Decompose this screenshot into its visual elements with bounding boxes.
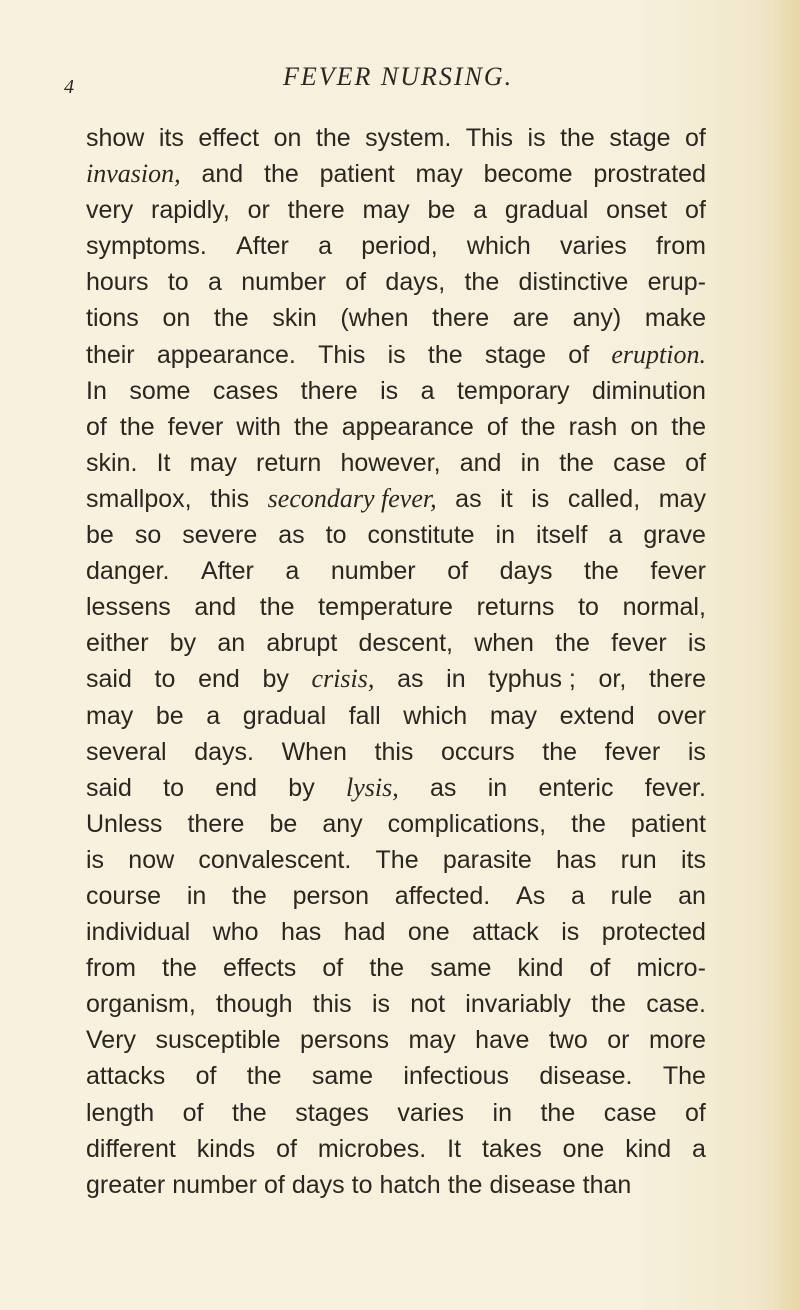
word: in [520, 448, 541, 477]
word: The [662, 1062, 706, 1091]
text-line [86, 264, 706, 300]
word: be [269, 809, 298, 838]
word: attacks [86, 1062, 166, 1091]
word: there [287, 196, 345, 225]
word: period, [361, 232, 438, 261]
word: very [86, 196, 134, 225]
word: microbes. [317, 1134, 427, 1163]
word: the [213, 304, 249, 333]
text-line [86, 192, 706, 228]
word: of [182, 1098, 204, 1127]
text-line [86, 698, 706, 734]
word: by [169, 629, 197, 658]
word: case. [646, 990, 706, 1019]
word: have [475, 1026, 530, 1055]
word: itself [536, 521, 588, 550]
text-line [86, 337, 706, 373]
word: may [658, 484, 706, 513]
word: stages [295, 1098, 369, 1127]
word: After [236, 232, 289, 261]
word: rash [568, 412, 618, 441]
word: the [264, 160, 299, 189]
word: an [678, 881, 706, 910]
word: is [86, 845, 105, 874]
word: the [559, 448, 594, 477]
word: as [278, 521, 305, 550]
word: the [555, 629, 590, 658]
word: is [387, 340, 406, 369]
word: is [527, 124, 546, 152]
word: to [167, 268, 189, 297]
word: on [273, 124, 302, 152]
word: person [292, 881, 370, 910]
word: lessens [86, 593, 171, 622]
word: is [561, 918, 580, 947]
word: of [685, 448, 706, 477]
text-line [86, 1022, 706, 1058]
word: return [256, 448, 322, 477]
word: the [464, 268, 500, 297]
word: invariably [465, 990, 571, 1019]
text-line [86, 517, 706, 553]
word: the [584, 557, 619, 586]
word: number [330, 557, 416, 586]
word: now [128, 845, 175, 874]
word: occurs [441, 737, 515, 766]
word: and [201, 160, 244, 189]
word: the [315, 124, 351, 152]
word: of [685, 1098, 706, 1127]
word: temperature [318, 593, 453, 622]
text-line [86, 589, 706, 625]
page-number: 4 [64, 76, 74, 98]
text-line [86, 228, 706, 264]
word: the [293, 412, 329, 441]
word: fever [650, 557, 706, 586]
text-line [86, 950, 706, 986]
word: of [447, 557, 469, 586]
word: over [657, 701, 706, 730]
word: the [427, 340, 463, 369]
word: of [685, 124, 706, 152]
italic-word: crisis, [311, 664, 375, 694]
word: returns [476, 593, 555, 622]
word: same [430, 954, 492, 983]
word: which [466, 232, 531, 261]
word: may [86, 701, 134, 730]
word: there [300, 376, 358, 405]
word: extend [559, 701, 635, 730]
word: one [407, 918, 450, 947]
word: greater [86, 1170, 166, 1199]
word: varies [560, 232, 627, 261]
word: one [562, 1134, 605, 1163]
word: may [489, 701, 538, 730]
word: length [86, 1098, 155, 1127]
word: run [620, 845, 657, 874]
word: make [644, 304, 706, 333]
word: end [215, 773, 258, 802]
word: of [86, 412, 107, 441]
word: prostrated [593, 160, 706, 189]
word: the [542, 737, 578, 766]
word: or [607, 1026, 630, 1055]
word: of [322, 954, 344, 983]
text-line [86, 986, 706, 1022]
word: fever [167, 412, 224, 441]
word: is [371, 990, 390, 1019]
text-line [86, 1095, 706, 1131]
word: which [403, 701, 468, 730]
word: and [459, 448, 502, 477]
word: the [369, 954, 405, 983]
text-line [86, 156, 706, 192]
page-edge-shading [774, 0, 800, 1310]
word: It [447, 1134, 462, 1163]
word: gradual [242, 701, 327, 730]
word: show [86, 124, 145, 152]
text-line [86, 734, 706, 770]
running-head: FEVER NURSING. [283, 62, 514, 91]
word: a [473, 196, 488, 225]
text-line [86, 553, 706, 589]
word: be [427, 196, 456, 225]
word: to [163, 773, 185, 802]
word: more [648, 1026, 706, 1055]
word: the [119, 412, 155, 441]
word: is [531, 484, 550, 513]
italic-word: secondary fever, [267, 483, 437, 513]
word: called, [567, 484, 641, 513]
word: the [232, 881, 267, 910]
text-line [86, 373, 706, 409]
word: skin. [86, 448, 138, 477]
word: enteric [538, 773, 614, 802]
word: patient [319, 160, 395, 189]
word: two [548, 1026, 588, 1055]
body-text [86, 120, 706, 1203]
word: disease. [539, 1062, 633, 1091]
word: a [692, 1134, 706, 1163]
word: course [86, 881, 162, 910]
word: in [492, 1098, 512, 1127]
word: the [162, 954, 197, 983]
word: erup- [647, 268, 706, 297]
text-line [86, 625, 706, 661]
word: rule [610, 881, 653, 910]
text-line [86, 878, 706, 914]
word: on [162, 304, 191, 333]
word: this [374, 737, 414, 766]
word: cases [212, 376, 279, 405]
word: to [325, 521, 347, 550]
word: descent, [358, 629, 453, 658]
text-line [86, 1167, 706, 1203]
word: this [312, 990, 352, 1019]
word: and [194, 593, 237, 622]
word: In [86, 376, 107, 405]
word: case [613, 448, 666, 477]
word: may [415, 160, 463, 189]
word: fever. [644, 773, 706, 802]
word: kind [517, 954, 564, 983]
word: the [591, 990, 626, 1019]
word: attack [472, 918, 539, 947]
word: same [311, 1062, 374, 1091]
word: of [276, 1134, 297, 1163]
word: there [648, 665, 706, 694]
word: As [516, 881, 546, 910]
word: in [495, 521, 516, 550]
word: there [187, 809, 245, 838]
word: the [231, 1098, 267, 1127]
word: tions [86, 304, 139, 333]
italic-word: eruption. [611, 339, 706, 369]
word: days [499, 557, 553, 586]
word: with [236, 412, 281, 441]
word: days, [385, 268, 446, 297]
word: takes [481, 1134, 542, 1163]
word: skin [272, 304, 317, 333]
word: to [351, 1170, 373, 1199]
word: though [216, 990, 293, 1019]
word: from [86, 954, 136, 983]
word: hours [86, 268, 149, 297]
word: symptoms. [86, 232, 207, 261]
word: typhus ; [488, 665, 576, 694]
word: of [685, 196, 706, 225]
word: kind [625, 1134, 672, 1163]
word: number [241, 268, 326, 297]
word: of [195, 1062, 217, 1091]
word: individual [86, 918, 191, 947]
word: are [512, 304, 549, 333]
word: when [474, 629, 534, 658]
word: who [212, 918, 259, 947]
word: patient [630, 809, 706, 838]
word: varies [397, 1098, 465, 1127]
text-line [86, 914, 706, 950]
word: fever [604, 737, 661, 766]
word: there [432, 304, 490, 333]
word: said [86, 665, 132, 694]
word: is [687, 737, 706, 766]
word: grave [643, 521, 706, 550]
word: or [247, 196, 270, 225]
word: any [322, 809, 363, 838]
word: the [671, 412, 706, 441]
word: persons [300, 1026, 389, 1055]
word: organism, [86, 990, 196, 1019]
word: onset [606, 196, 668, 225]
word: had [343, 918, 386, 947]
word: severe [182, 521, 258, 550]
text-line [86, 409, 706, 445]
word: effects [223, 954, 297, 983]
word: This [318, 340, 366, 369]
word: may [362, 196, 410, 225]
word: appearance [341, 412, 474, 441]
word: the [520, 412, 556, 441]
word: to [154, 665, 176, 694]
italic-word: lysis, [345, 772, 399, 802]
text-line [86, 806, 706, 842]
word: micro- [636, 954, 706, 983]
word: days. [194, 737, 254, 766]
word: convalescent. [198, 845, 352, 874]
word: (when [340, 304, 409, 333]
word: danger. [86, 557, 170, 586]
word: not [410, 990, 446, 1019]
word: is [687, 629, 706, 658]
word: has [556, 845, 597, 874]
text-line [86, 661, 706, 697]
word: to [578, 593, 599, 622]
word: infectious [403, 1062, 510, 1091]
text-line [86, 1131, 706, 1167]
word: a [570, 881, 585, 910]
word: kinds [196, 1134, 256, 1163]
word: affected. [394, 881, 491, 910]
word: as [455, 484, 482, 513]
word: protected [601, 918, 706, 947]
word: a [206, 701, 221, 730]
word: susceptible [155, 1026, 281, 1055]
word: parasite [442, 845, 532, 874]
word: as [397, 665, 424, 694]
word: fall [348, 701, 381, 730]
word: from [655, 232, 706, 261]
word: constitute [367, 521, 475, 550]
word: case [603, 1098, 657, 1127]
word: complications, [387, 809, 547, 838]
word: the [447, 1170, 483, 1199]
word: number [172, 1170, 257, 1199]
text-line [86, 481, 706, 517]
word: effect [198, 124, 260, 152]
word: abrupt [266, 629, 338, 658]
word: in [487, 773, 508, 802]
word: hatch [379, 1170, 441, 1199]
word: or, [598, 665, 627, 694]
word: as [430, 773, 457, 802]
word: This [465, 124, 514, 152]
word: said [86, 773, 132, 802]
word: this [210, 484, 250, 513]
word: gradual [504, 196, 589, 225]
word: end [198, 665, 240, 694]
word: days [291, 1170, 345, 1199]
word: the [540, 1098, 576, 1127]
word: diminution [591, 376, 706, 405]
italic-word: invasion, [86, 159, 181, 189]
word: The [375, 845, 419, 874]
text-line [86, 1058, 706, 1094]
word: may [189, 448, 237, 477]
word: the [259, 593, 295, 622]
word: normal, [622, 593, 706, 622]
word: rapidly, [151, 196, 230, 225]
word: by [288, 773, 315, 802]
word: by [262, 665, 289, 694]
word: so [134, 521, 162, 550]
word: Unless [86, 809, 163, 838]
word: stage [484, 340, 547, 369]
word: of [568, 340, 590, 369]
word: a [318, 232, 332, 261]
word: its [680, 845, 706, 874]
word: several [86, 737, 167, 766]
word: the [571, 809, 606, 838]
word: appearance. [156, 340, 296, 369]
word: is [380, 376, 399, 405]
word: of [589, 954, 611, 983]
word: become [483, 160, 573, 189]
text-line [86, 445, 706, 481]
word: When [281, 737, 347, 766]
word: of [263, 1170, 285, 1199]
word: its [158, 124, 184, 152]
word: a [208, 268, 222, 297]
text-line [86, 300, 706, 336]
text-line [86, 842, 706, 878]
word: has [281, 918, 322, 947]
word: smallpox, [86, 484, 192, 513]
word: their [86, 340, 135, 369]
word: on [630, 412, 659, 441]
word: stage [609, 124, 671, 152]
word: After [201, 557, 254, 586]
word: of [486, 412, 508, 441]
word: an [217, 629, 246, 658]
word: any) [572, 304, 622, 333]
word: however, [340, 448, 441, 477]
word: the [246, 1062, 282, 1091]
word: temporary [456, 376, 570, 405]
word: Very [86, 1026, 137, 1055]
word: in [446, 665, 466, 694]
word: than [582, 1170, 632, 1199]
word: either [86, 629, 149, 658]
word: be [155, 701, 184, 730]
word: a [285, 557, 300, 586]
word: distinctive [518, 268, 629, 297]
word: may [408, 1026, 456, 1055]
word: a [608, 521, 623, 550]
word: in [186, 881, 207, 910]
text-line [86, 120, 706, 156]
text-line [86, 770, 706, 806]
word: be [86, 521, 114, 550]
word: It [156, 448, 171, 477]
word: of [345, 268, 367, 297]
word: disease [489, 1170, 576, 1199]
page-header [0, 58, 800, 98]
word: a [420, 376, 435, 405]
word: some [129, 376, 191, 405]
word: system. [365, 124, 452, 152]
word: the [560, 124, 595, 152]
word: different [86, 1134, 176, 1163]
word: it [500, 484, 513, 513]
word: fever [611, 629, 667, 658]
